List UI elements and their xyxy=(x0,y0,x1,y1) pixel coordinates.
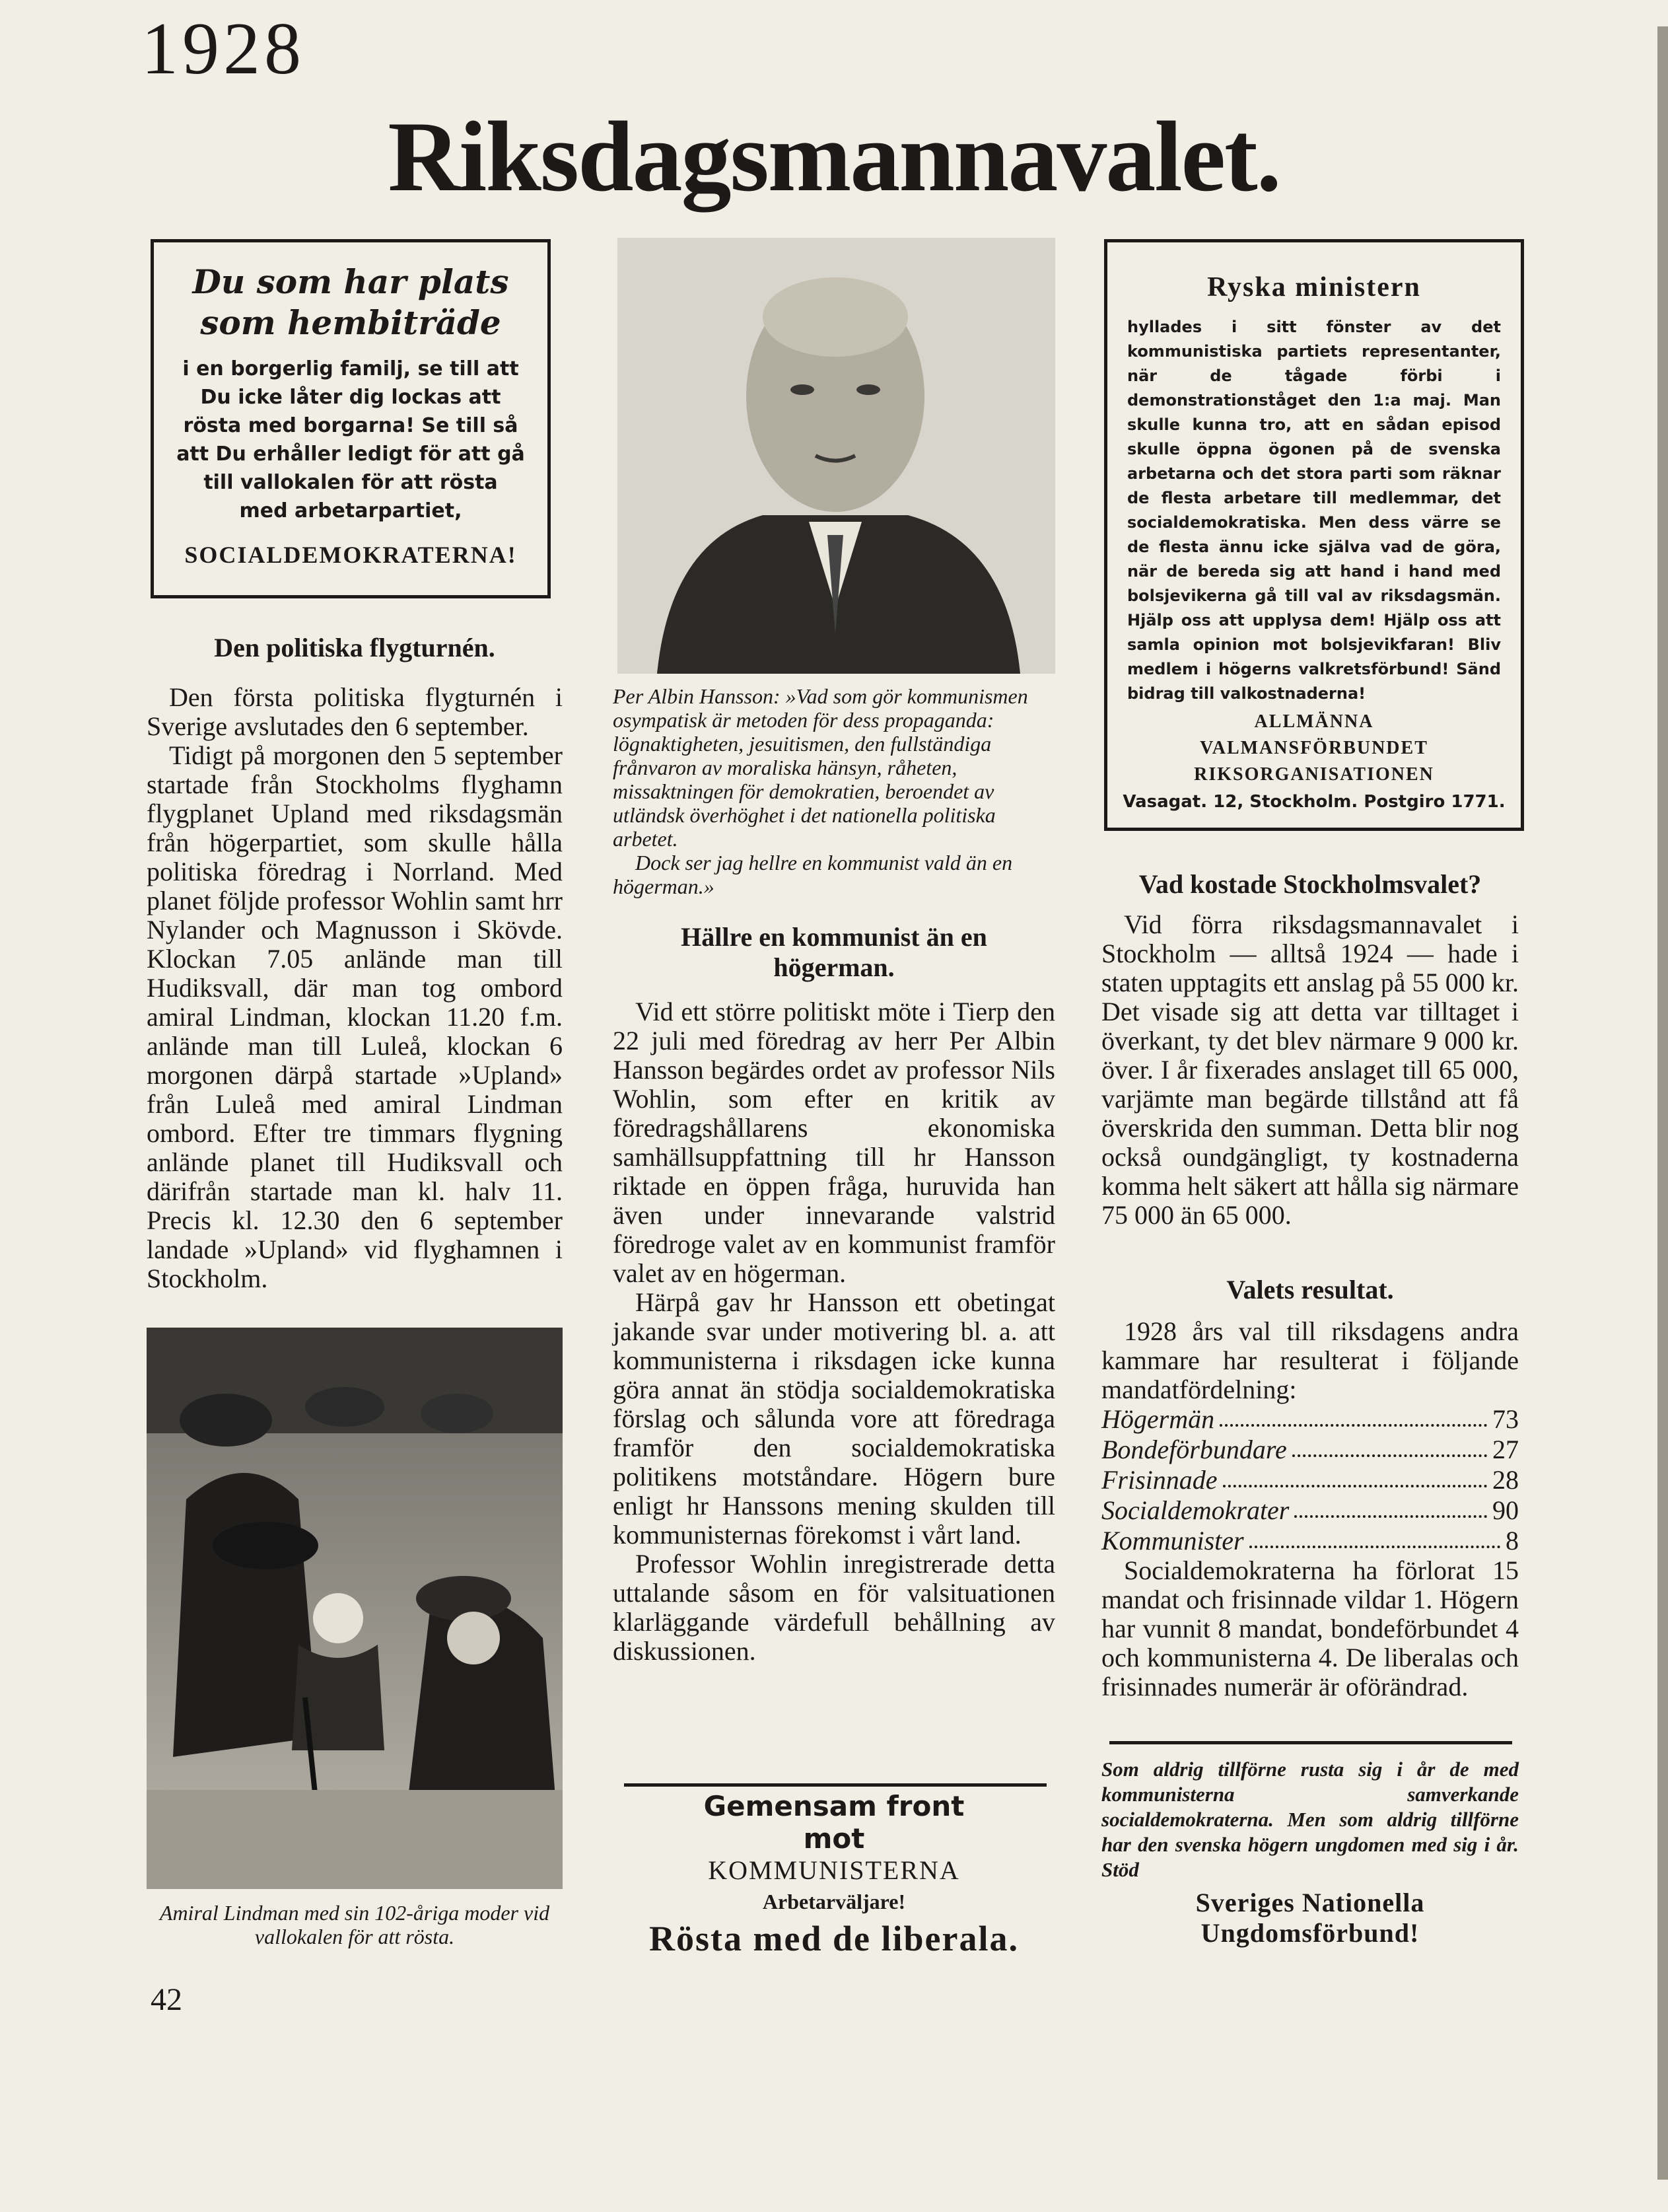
result-article-intro: 1928 års val till riksdagens andra kammare har resulterat i följande mandatfördelning: xyxy=(1101,1316,1519,1404)
page-edge-shadow xyxy=(1657,26,1668,2180)
seat-count: 28 xyxy=(1492,1465,1519,1495)
divider-rule xyxy=(624,1783,1047,1787)
seat-count: 27 xyxy=(1492,1435,1519,1464)
seat-count: 8 xyxy=(1506,1526,1519,1555)
liberal-ad-line-5: Rösta med de liberala. xyxy=(649,1919,1019,1958)
page-number: 42 xyxy=(151,1982,182,2017)
russian-minister-heading: Ryska ministern xyxy=(1207,272,1421,303)
maid-notice-box xyxy=(151,239,551,598)
lindman-photo xyxy=(147,1328,563,1889)
communist-article xyxy=(613,922,1055,1666)
cost-article xyxy=(1101,869,1519,1230)
liberal-ad xyxy=(613,1790,1055,1960)
liberal-ad-line-3: KOMMUNISTERNA xyxy=(708,1855,960,1885)
youth-ad-org-2: Ungdomsförbund! xyxy=(1200,1918,1420,1948)
hansson-photo xyxy=(617,238,1055,674)
organisation-line-3: RIKSORGANISATIONEN xyxy=(1194,764,1434,785)
seat-party: Bondeförbundare xyxy=(1101,1435,1287,1464)
russian-minister-text: hyllades i sitt fönster av det kommunistiska partiets representanter, när de tågade förbi i demonstrationståget den 1:a maj. Man skulle kunna tro, att en sådan episod skulle öppna ögonen på de svenska arbetarna och det stora parti som räknar de flesta arbetare till medlemmar, det socialdemokratiska. Men dess värre se de flesta ännu icke själva vad de göra, när de bereda sig att hand i hand med bolsjevikerna gå till val av riksdagsmän. Hjälp oss att upplysa dem! Hjälp oss att samla opinion mot bolsjevikfaran! Bliv medlem i högerns valkretsförbund! Sänd bidrag till valkostnaderna! xyxy=(1127,318,1501,703)
divider-rule xyxy=(1109,1741,1512,1744)
seat-row xyxy=(1101,1526,1519,1556)
communist-article-paragraph: Professor Wohlin inregistrerade detta uttalande såsom en för valsituationen klarläggande värdefull behållning av diskussionen. xyxy=(613,1549,1055,1666)
cost-article-paragraph: Vid förra riksdagsmannavalet i Stockholm — alltså 1924 — hade i staten upptagits ett anslag på 55 000 kr. Det visade sig att detta var tilltaget i överkant, ty det blev närmare 9 000 kr. över. I år fixerades anslaget till 65 000, varjämte man begärde tillstånd att få överskrida den summan. Detta blir nog också oundgängligt, ty kostnaderna komma helt säkert att hålla sig närmare 75 000 än 65 000. xyxy=(1101,910,1519,1230)
seat-count: 90 xyxy=(1492,1495,1519,1525)
hansson-photo-image xyxy=(617,238,1055,674)
russian-minister-box xyxy=(1104,239,1524,831)
seat-row xyxy=(1101,1465,1519,1495)
communist-article-heading: Hällre en kommunist än en högerman. xyxy=(681,922,987,982)
seat-party: Frisinnade xyxy=(1101,1465,1218,1495)
liberal-ad-line-4: Arbetarväljare! xyxy=(762,1890,906,1913)
page-title: Riksdagsmannavalet. xyxy=(388,101,1280,212)
cost-article-heading: Vad kostade Stockholmsvalet? xyxy=(1138,869,1482,899)
seat-party: Högermän xyxy=(1101,1404,1215,1434)
seat-row xyxy=(1101,1435,1519,1465)
lindman-photo-image xyxy=(147,1328,563,1889)
organisation-name xyxy=(1107,709,1521,788)
maid-notice-text: i en borgerlig familj, se till att Du icke låter dig lockas att rösta med borgarna! Se till så att Du erhåller ledigt för att gå till vallokalen för att rösta med arbetarpartiet, xyxy=(176,357,525,522)
youth-ad-org-1: Sveriges Nationella xyxy=(1195,1888,1425,1917)
communist-article-paragraph: Härpå gav hr Hansson ett obetingat jakande svar under motivering bl. a. att kommunisterna i riksdagen icke kunna göra annat än stödja socialdemokratiska förslag och sålunda vore att föredraga framför den socialdemokratiska politikens motståndare. Högern bure enligt hr Hanssons mening skulden till kommunisternas förekomst i vårt land. xyxy=(613,1287,1055,1550)
hansson-quote: Per Albin Hansson: »Vad som gör kommunismen osympatisk är metoden för dess propaganda: lögnaktigheten, jesuitismen, den fullständiga frånvaron av moraliska hänsyn, råheten, missaktningen för demokratien, beroendet av utländsk överhöghet i det nationella politiska arbetet. xyxy=(613,684,1028,851)
seat-row xyxy=(1101,1404,1519,1435)
result-article-outro: Socialdemokraterna ha förlorat 15 mandat och frisinnade vildar 1. Högern har vunnit 8 mandat, bondeförbundet 4 och kommunisterna 4. De liberalas och frisinnades numerär är oförändrad. xyxy=(1101,1555,1519,1701)
lindman-photo-caption: Amiral Lindman med sin 102-åriga moder vid vallokalen för att rösta. xyxy=(159,1901,550,1948)
flight-article-heading: Den politiska flygturnén. xyxy=(214,633,495,662)
flight-article-paragraph: Den första politiska flygturnén i Sverige avslutades den 6 september. xyxy=(147,682,563,741)
seat-party: Kommunister xyxy=(1101,1526,1244,1555)
maid-notice-party: SOCIALDEMOKRATERNA! xyxy=(184,542,517,568)
communist-article-paragraph: Vid ett större politiskt möte i Tierp den 22 juli med föredrag av herr Per Albin Hansson begärdes ordet av professor Nils Wohlin, som efter en kritik av föredragshållarens ekonomiska samhällsuppfattning till hr Hansson riktade en öppen fråga, huruvida han även under innevarande valstrid föredroge valet av en kommunist framför valet av en högerman. xyxy=(613,997,1055,1288)
youth-ad-text: Som aldrig tillförne rusta sig i år de med kommunisterna samverkande socialdemokraterna. Men som aldrig tillförne har den svenska högern ungdomen med sig i år. Stöd xyxy=(1101,1758,1519,1881)
hansson-photo-caption xyxy=(613,684,1055,898)
youth-ad xyxy=(1101,1757,1519,1948)
flight-article-paragraph: Tidigt på morgonen den 5 september startade från Stockholms flyghamn flygplanet Upland med riksdagsmän från högerpartiet, som skulle hålla politiska föredrag i Norrland. Med planet följde professor Wohlin samt hrr Nylander och Magnusson i Skövde. Klockan 7.05 anlände man till Hudiksvall, där man tog ombord amiral Lindman, klockan 11.20 f.m. anlände man till Luleå, klockan 6 morgonen därpå startade »Upland» från Luleå med amiral Lindman ombord. Efter tre timmars flygning anlände planet till Hudiksvall och därifrån startade man kl. halv 11. Precis kl. 12.30 den 6 september landade »Upland» vid flyghamnen i Stockholm. xyxy=(147,740,563,1293)
liberal-ad-line-2: mot xyxy=(803,1822,865,1855)
maid-notice-heading-1: Du som har plats xyxy=(192,262,509,301)
organisation-address: Vasagat. 12, Stockholm. Postgiro 1771. xyxy=(1123,792,1506,812)
flight-article xyxy=(147,633,563,1293)
seat-table xyxy=(1101,1404,1519,1556)
seat-count: 73 xyxy=(1492,1404,1519,1434)
organisation-line-2: VALMANSFÖRBUNDET xyxy=(1200,738,1428,758)
year-heading: 1928 xyxy=(141,8,305,90)
hansson-quote-end: Dock ser jag hellre en kommunist vald än en högerman.» xyxy=(613,851,1013,898)
organisation-line-1: ALLMÄNNA xyxy=(1254,711,1374,732)
result-article-heading: Valets resultat. xyxy=(1226,1275,1394,1304)
maid-notice-heading-2: som hembiträde xyxy=(200,303,501,342)
result-article xyxy=(1101,1275,1519,1701)
liberal-ad-line-1: Gemensam front xyxy=(703,1790,965,1822)
seat-party: Socialdemokrater xyxy=(1101,1495,1290,1525)
seat-row xyxy=(1101,1495,1519,1526)
